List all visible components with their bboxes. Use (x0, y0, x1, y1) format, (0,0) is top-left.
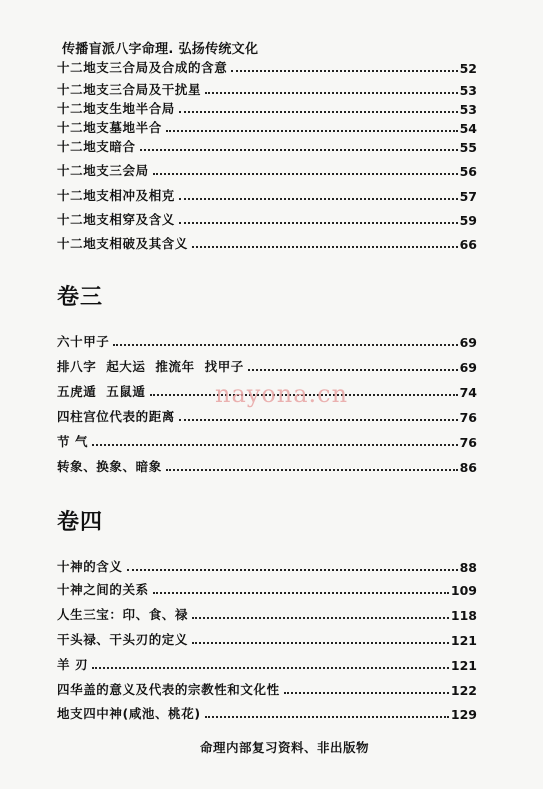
toc-entry-page: 76 (459, 435, 477, 450)
volume-heading: 卷三 (57, 285, 104, 310)
toc-leader-dots (179, 111, 458, 113)
volume-heading: 卷四 (57, 510, 104, 535)
toc-entry-page: 109 (450, 583, 477, 598)
toc-entry-page: 118 (450, 608, 477, 623)
toc-leader-dots (153, 592, 449, 594)
toc-leader-dots (179, 419, 458, 421)
toc-entry (57, 680, 477, 698)
toc-entry-title: 十二地支三合局及干扰星 (57, 82, 202, 97)
toc-entry-page: 69 (459, 360, 477, 375)
toc-entry-page: 59 (459, 213, 477, 228)
toc-leader-dots (179, 222, 458, 224)
watermark-text: nayona.cn (215, 380, 349, 408)
toc-entry-page: 69 (459, 335, 477, 350)
toc-entry-page: 52 (459, 61, 477, 76)
toc-entry (57, 58, 477, 76)
toc-leader-dots (192, 617, 449, 619)
toc-entry-title: 羊 刃 (57, 657, 89, 672)
toc-entry-page: 57 (459, 189, 477, 204)
toc-entry-page: 56 (459, 164, 477, 179)
toc-entry (57, 580, 477, 598)
toc-entry (57, 234, 477, 252)
toc-entry (57, 557, 477, 575)
toc-leader-dots (284, 692, 449, 694)
toc-entry-page: 53 (459, 102, 477, 117)
toc-leader-dots (166, 130, 458, 132)
toc-entry (57, 80, 477, 98)
toc-entry-page: 55 (459, 140, 477, 155)
toc-entry (57, 357, 477, 375)
toc-entry-page: 88 (459, 560, 477, 575)
toc-entry (57, 605, 477, 623)
toc-entry-title: 干头禄、干头刃的定义 (57, 632, 189, 647)
toc-leader-dots (127, 569, 458, 571)
toc-entry (57, 457, 477, 475)
toc-leader-dots (166, 469, 458, 471)
toc-leader-dots (92, 444, 457, 446)
toc-entry-title: 四华盖的意义及代表的宗教性和文化性 (57, 682, 280, 697)
toc-entry-page: 121 (450, 633, 477, 648)
toc-entry-title: 转象、换象、暗象 (57, 459, 162, 474)
toc-entry (57, 210, 477, 228)
footer-note: 命理内部复习资料、非出版物 (200, 740, 370, 755)
toc-entry (57, 630, 477, 648)
toc-entry (57, 118, 477, 136)
toc-entry-title: 五虎遁 五鼠遁 (57, 384, 146, 399)
toc-entry-title: 十二地支墓地半合 (57, 120, 162, 135)
toc-leader-dots (153, 173, 458, 175)
toc-leader-dots (205, 716, 449, 718)
toc-entry-page: 53 (459, 83, 477, 98)
header-slogan: 传播盲派八字命理. 弘扬传统文化 (62, 42, 259, 57)
toc-entry-page: 122 (450, 683, 477, 698)
toc-entry-title: 十神的含义 (57, 559, 123, 574)
toc-entry (57, 161, 477, 179)
toc-entry-page: 86 (459, 460, 477, 475)
toc-entry-title: 十二地支三会局 (57, 163, 149, 178)
toc-entry-title: 十二地支相穿及含义 (57, 212, 175, 227)
toc-leader-dots (179, 198, 458, 200)
toc-entry-title: 十神之间的关系 (57, 582, 149, 597)
toc-entry-page: 66 (459, 237, 477, 252)
toc-entry-title: 排八字 起大运 推流年 找甲子 (57, 359, 244, 374)
toc-leader-dots (248, 369, 458, 371)
toc-leader-dots (205, 92, 457, 94)
toc-entry-title: 四柱宫位代表的距离 (57, 409, 175, 424)
toc-leader-dots (113, 344, 457, 346)
toc-entry-title: 十二地支暗合 (57, 139, 136, 154)
toc-entry-title: 十二地支相破及其含义 (57, 236, 189, 251)
toc-entry (57, 432, 477, 450)
toc-leader-dots (192, 642, 449, 644)
toc-entry (57, 704, 477, 722)
toc-entry (57, 332, 477, 350)
toc-leader-dots (92, 667, 449, 669)
toc-entry (57, 407, 477, 425)
toc-entry-page: 54 (459, 121, 477, 136)
toc-leader-dots (192, 246, 458, 248)
toc-entry-page: 76 (459, 410, 477, 425)
toc-entry-title: 十二地支三合局及合成的含意 (57, 60, 228, 75)
toc-entry (57, 99, 477, 117)
toc-entry-page: 74 (459, 385, 477, 400)
toc-entry-title: 节 气 (57, 434, 89, 449)
toc-entry-title: 人生三宝：印、食、禄 (57, 607, 189, 622)
toc-entry-page: 121 (450, 658, 477, 673)
toc-entry-title: 六十甲子 (57, 334, 110, 349)
toc-leader-dots (231, 70, 457, 72)
toc-entry (57, 186, 477, 204)
toc-entry-title: 十二地支生地半合局 (57, 101, 175, 116)
toc-leader-dots (140, 149, 458, 151)
toc-entry-page: 129 (450, 707, 477, 722)
toc-entry-title: 十二地支相冲及相克 (57, 188, 175, 203)
toc-entry-title: 地支四中神(咸池、桃花) (57, 706, 201, 721)
toc-entry (57, 655, 477, 673)
toc-entry (57, 137, 477, 155)
